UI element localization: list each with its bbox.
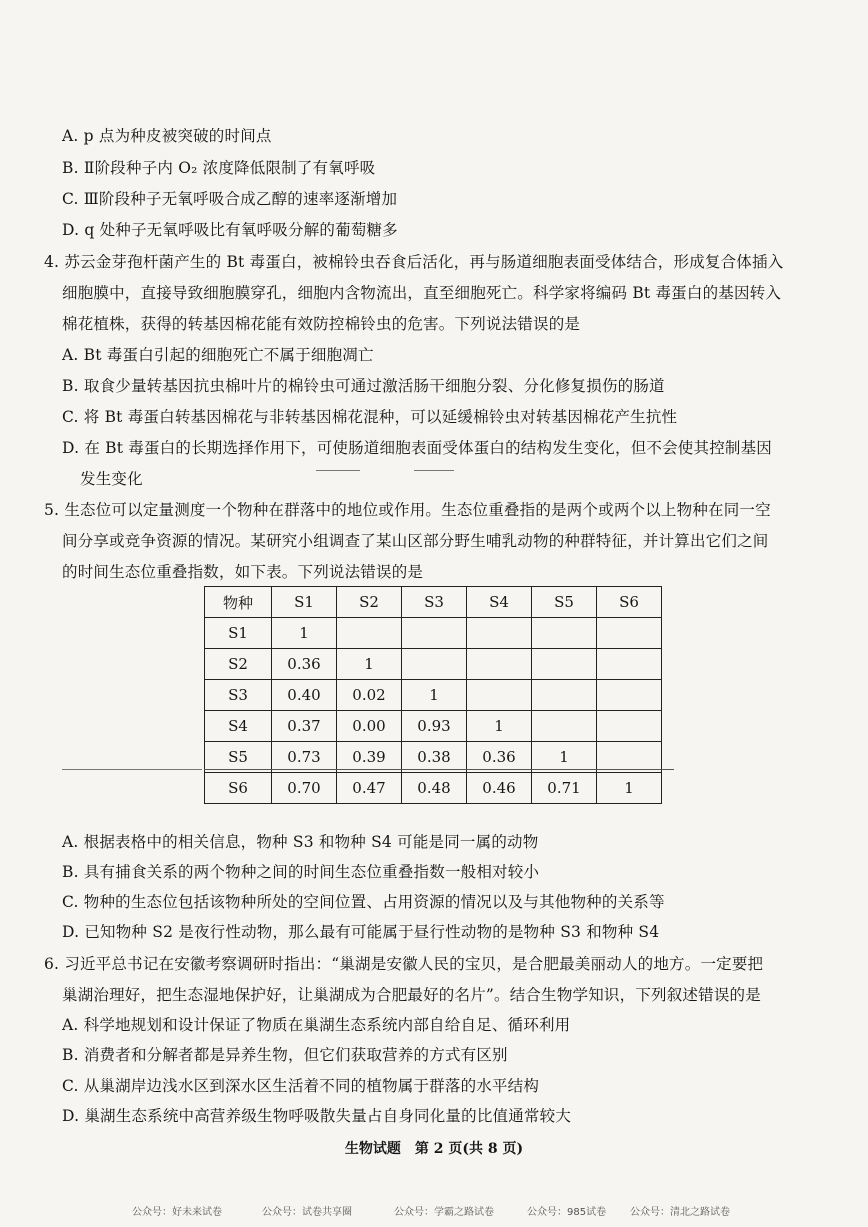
table-cell: 0.37 [272,711,337,742]
table-cell: 1 [467,711,532,742]
table-cell: S1 [205,618,272,649]
q3-option-b: B. Ⅱ阶段种子内 O₂ 浓度降低限制了有氧呼吸 [62,159,376,177]
table-header-cell: S6 [597,587,662,618]
table-cell [467,649,532,680]
table-row [205,742,662,773]
table-cell [532,711,597,742]
table-cell: 0.00 [337,711,402,742]
table-cell: 0.70 [272,773,337,804]
table-cell [532,680,597,711]
table-cell [597,680,662,711]
scan-streak [414,470,454,471]
table-cell: 0.38 [402,742,467,773]
table-row [205,773,662,804]
q5-stem-line-1: 5. 生态位可以定量测度一个物种在群落中的地位或作用。生态位重叠指的是两个或两个以上物种在同一空 [44,501,771,519]
table-cell: 1 [272,618,337,649]
page-footer: 生物试题 第 2 页(共 8 页) [344,1141,524,1157]
table-cell [597,711,662,742]
table-header-cell: S2 [337,587,402,618]
table-header-cell: S5 [532,587,597,618]
table-cell [597,742,662,773]
table-cell [597,618,662,649]
scan-streak [316,470,360,471]
q6-stem-line-1: 6. 习近平总书记在安徽考察调研时指出：“巢湖是安徽人民的宝贝，是合肥最美丽动人的地方。一定要把 [44,955,764,973]
table-cell: 0.73 [272,742,337,773]
q6-option-b: B. 消费者和分解者都是异养生物，但它们获取营养的方式有区别 [62,1046,508,1064]
table-row [205,618,662,649]
table-cell: 0.36 [272,649,337,680]
table-cell: 1 [402,680,467,711]
q6-option-a: A. 科学地规划和设计保证了物质在巢湖生态系统内部自给自足、循环利用 [62,1016,571,1034]
q6-option-c: C. 从巢湖岸边浅水区到深水区生活着不同的植物属于群落的水平结构 [62,1077,540,1095]
table-cell: S4 [205,711,272,742]
q5-stem-line-2: 间分享或竞争资源的情况。某研究小组调查了某山区部分野生哺乳动物的种群特征，并计算出它们之间 [62,532,769,550]
table-cell: 0.39 [337,742,402,773]
table-header-cell: S3 [402,587,467,618]
table-cell [467,680,532,711]
table-cell: S2 [205,649,272,680]
table-cell: 0.02 [337,680,402,711]
q4-option-b: B. 取食少量转基因抗虫棉叶片的棉铃虫可通过激活肠干细胞分裂、分化修复损伤的肠道 [62,377,665,395]
watermark: 公众号：试卷共享圈 [262,1207,352,1218]
table-header-row [205,587,662,618]
table-cell [597,649,662,680]
table-row [205,649,662,680]
table-cell [337,618,402,649]
table-cell [467,618,532,649]
table-row [205,680,662,711]
table-cell: 0.71 [532,773,597,804]
q4-option-c: C. 将 Bt 毒蛋白转基因棉花与非转基因棉花混种，可以延缓棉铃虫对转基因棉花产生抗性 [62,408,678,426]
table-cell: 0.47 [337,773,402,804]
table-cell: S3 [205,680,272,711]
q4-option-d: D. 在 Bt 毒蛋白的长期选择作用下，可使肠道细胞表面受体蛋白的结构发生变化，但不会使其控制基因 [62,439,773,457]
q3-option-d: D. q 处种子无氧呼吸比有氧呼吸分解的葡萄糖多 [62,221,398,239]
table-header-cell: 物种 [205,587,272,618]
q4-stem-line-3: 棉花植株，获得的转基因棉花能有效防控棉铃虫的危害。下列说法错误的是 [62,315,581,333]
table-cell: 0.48 [402,773,467,804]
table-cell [402,649,467,680]
q4-option-a: A. Bt 毒蛋白引起的细胞死亡不属于细胞凋亡 [62,346,374,364]
q3-option-a: A. p 点为种皮被突破的时间点 [62,127,272,145]
niche-overlap-table [204,586,662,804]
q5-option-c: C. 物种的生态位包括该物种所处的空间位置、占用资源的情况以及与其他物种的关系等 [62,893,665,911]
table-header-cell: S4 [467,587,532,618]
table-header-cell: S1 [272,587,337,618]
q5-option-b: B. 具有捕食关系的两个物种之间的时间生态位重叠指数一般相对较小 [62,863,540,881]
table-cell [532,649,597,680]
table-row [205,711,662,742]
q4-option-d-continued: 发生变化 [80,470,143,488]
table-cell: S6 [205,773,272,804]
q6-option-d: D. 巢湖生态系统中高营养级生物呼吸散失量占自身同化量的比值通常较大 [62,1107,572,1125]
q5-stem-line-3: 的时间生态位重叠指数，如下表。下列说法错误的是 [62,563,424,581]
q3-option-c: C. Ⅲ阶段种子无氧呼吸合成乙醇的速率逐渐增加 [62,190,398,208]
table-cell: 1 [337,649,402,680]
scan-streak [62,769,202,770]
watermark: 公众号：清北之路试卷 [630,1207,730,1218]
table-cell: 1 [532,742,597,773]
scan-streak [204,769,674,770]
watermark: 公众号：好未来试卷 [132,1207,222,1218]
table-cell: 0.93 [402,711,467,742]
table-cell [402,618,467,649]
table-cell: 1 [597,773,662,804]
q4-stem-line-1: 4. 苏云金芽孢杆菌产生的 Bt 毒蛋白，被棉铃虫吞食后活化，再与肠道细胞表面受体结合，形成复合体插入 [44,253,784,271]
q4-stem-line-2: 细胞膜中，直接导致细胞膜穿孔，细胞内含物流出，直至细胞死亡。科学家将编码 Bt 毒蛋白的基因转入 [62,284,782,302]
table-cell: 0.36 [467,742,532,773]
q5-option-d: D. 已知物种 S2 是夜行性动物，那么最有可能属于昼行性动物的是物种 S3 和物种 S4 [62,923,660,941]
table-cell: S5 [205,742,272,773]
watermark: 公众号：学霸之路试卷 [394,1207,494,1218]
watermark: 公众号：985试卷 [527,1207,607,1218]
table-cell [532,618,597,649]
q6-stem-line-2: 巢湖治理好，把生态湿地保护好，让巢湖成为合肥最好的名片”。结合生物学知识，下列叙述错误的是 [62,986,761,1004]
table-cell: 0.40 [272,680,337,711]
table-cell: 0.46 [467,773,532,804]
q5-option-a: A. 根据表格中的相关信息，物种 S3 和物种 S4 可能是同一属的动物 [62,833,539,851]
